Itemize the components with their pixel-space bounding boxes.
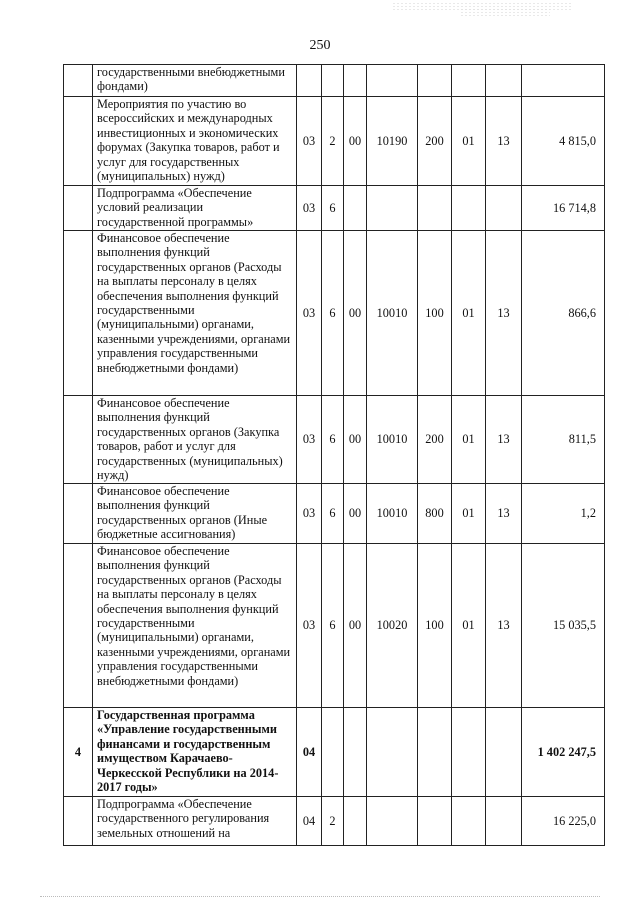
subprogram-code-cell: 2 xyxy=(322,797,344,846)
direction-code-cell: 10010 xyxy=(367,231,418,396)
row-number-cell xyxy=(64,65,93,97)
scan-noise-mark xyxy=(460,8,550,18)
expense-type-cell: 100 xyxy=(418,231,452,396)
row-number-cell xyxy=(64,186,93,231)
budget-table xyxy=(63,64,605,846)
table-row xyxy=(64,708,605,797)
page-number: 250 xyxy=(309,38,331,53)
row-number-cell xyxy=(64,97,93,186)
program-code-cell: 03 xyxy=(297,97,322,186)
section-cell: 01 xyxy=(452,396,486,484)
item-name-cell: Финансовое обеспечение выполнения функций государственных органов (Расходы на выплаты персоналу в целях обеспечения выполнения функций государственными (муниципальными) органами, казенными учреждениями, органами управления государственными внебюджетными фондами) xyxy=(93,231,297,396)
table-row xyxy=(64,797,605,846)
subprogram-code-cell: 6 xyxy=(322,544,344,708)
direction-code-cell: 10010 xyxy=(367,396,418,484)
main-event-code-cell: 00 xyxy=(344,544,367,708)
row-number-cell xyxy=(64,396,93,484)
subprogram-code-cell xyxy=(322,708,344,797)
direction-code-cell: 10190 xyxy=(367,97,418,186)
section-cell: 01 xyxy=(452,544,486,708)
subsection-cell xyxy=(486,708,522,797)
item-name-cell: Финансовое обеспечение выполнения функций государственных органов (Иные бюджетные ассигнования) xyxy=(93,484,297,544)
program-code-cell xyxy=(297,65,322,97)
main-event-code-cell xyxy=(344,65,367,97)
table-row xyxy=(64,186,605,231)
amount-cell: 1 402 247,5 xyxy=(522,708,605,797)
program-code-cell: 03 xyxy=(297,396,322,484)
item-name-cell: государственными внебюджетными фондами) xyxy=(93,65,297,97)
section-cell: 01 xyxy=(452,231,486,396)
subsection-cell: 13 xyxy=(486,396,522,484)
expense-type-cell: 100 xyxy=(418,544,452,708)
section-cell xyxy=(452,65,486,97)
expense-type-cell xyxy=(418,797,452,846)
main-event-code-cell xyxy=(344,708,367,797)
direction-code-cell: 10010 xyxy=(367,484,418,544)
row-number-cell xyxy=(64,797,93,846)
amount-cell: 15 035,5 xyxy=(522,544,605,708)
row-number-cell xyxy=(64,484,93,544)
page-bottom-rule xyxy=(40,896,600,897)
main-event-code-cell xyxy=(344,186,367,231)
section-cell: 01 xyxy=(452,97,486,186)
subsection-cell xyxy=(486,65,522,97)
program-code-cell: 04 xyxy=(297,708,322,797)
subsection-cell: 13 xyxy=(486,231,522,396)
table-body xyxy=(64,65,605,846)
row-number-cell: 4 xyxy=(64,708,93,797)
expense-type-cell: 800 xyxy=(418,484,452,544)
amount-cell: 1,2 xyxy=(522,484,605,544)
subprogram-code-cell: 6 xyxy=(322,186,344,231)
row-number-cell xyxy=(64,544,93,708)
item-name-cell: Подпрограмма «Обеспечение государственного регулирования земельных отношений на xyxy=(93,797,297,846)
item-name-cell: Финансовое обеспечение выполнения функций государственных органов (Закупка товаров, работ и услуг для государственных (муниципальных) нужд) xyxy=(93,396,297,484)
expense-type-cell xyxy=(418,186,452,231)
direction-code-cell xyxy=(367,708,418,797)
table-row xyxy=(64,484,605,544)
section-cell: 01 xyxy=(452,484,486,544)
section-cell xyxy=(452,708,486,797)
main-event-code-cell xyxy=(344,797,367,846)
direction-code-cell xyxy=(367,797,418,846)
subprogram-code-cell: 2 xyxy=(322,97,344,186)
program-code-cell: 04 xyxy=(297,797,322,846)
row-number-cell xyxy=(64,231,93,396)
expense-type-cell xyxy=(418,65,452,97)
amount-cell: 4 815,0 xyxy=(522,97,605,186)
subsection-cell: 13 xyxy=(486,97,522,186)
amount-cell: 16 714,8 xyxy=(522,186,605,231)
direction-code-cell xyxy=(367,186,418,231)
subsection-cell xyxy=(486,186,522,231)
direction-code-cell xyxy=(367,65,418,97)
program-code-cell: 03 xyxy=(297,544,322,708)
expense-type-cell xyxy=(418,708,452,797)
item-name-cell: Финансовое обеспечение выполнения функций государственных органов (Расходы на выплаты персоналу в целях обеспечения выполнения функций государственными (муниципальными) органами, казенными учреждениями, органами управления государственными внебюджетными фондами) xyxy=(93,544,297,708)
expense-type-cell: 200 xyxy=(418,396,452,484)
main-event-code-cell: 00 xyxy=(344,231,367,396)
item-name-cell: Подпрограмма «Обеспечение условий реализации государственной программы» xyxy=(93,186,297,231)
program-code-cell: 03 xyxy=(297,186,322,231)
table-row xyxy=(64,544,605,708)
direction-code-cell: 10020 xyxy=(367,544,418,708)
section-cell xyxy=(452,186,486,231)
program-code-cell: 03 xyxy=(297,484,322,544)
table-row xyxy=(64,65,605,97)
main-event-code-cell: 00 xyxy=(344,97,367,186)
main-event-code-cell: 00 xyxy=(344,484,367,544)
item-name-cell: Мероприятия по участию во всероссийских и международных инвестиционных и экономических форумах (Закупка товаров, работ и услуг для государственных (муниципальных) нужд) xyxy=(93,97,297,186)
subsection-cell: 13 xyxy=(486,544,522,708)
subprogram-code-cell: 6 xyxy=(322,396,344,484)
subprogram-code-cell xyxy=(322,65,344,97)
amount-cell: 16 225,0 xyxy=(522,797,605,846)
amount-cell xyxy=(522,65,605,97)
program-code-cell: 03 xyxy=(297,231,322,396)
main-event-code-cell: 00 xyxy=(344,396,367,484)
subsection-cell: 13 xyxy=(486,484,522,544)
expense-type-cell: 200 xyxy=(418,97,452,186)
subprogram-code-cell: 6 xyxy=(322,484,344,544)
item-name-cell: Государственная программа «Управление государственными финансами и государственным имуществом Карачаево-Черкесской Республики на 2014-2017 годы» xyxy=(93,708,297,797)
amount-cell: 811,5 xyxy=(522,396,605,484)
table-row xyxy=(64,97,605,186)
table-row xyxy=(64,396,605,484)
subsection-cell xyxy=(486,797,522,846)
subprogram-code-cell: 6 xyxy=(322,231,344,396)
table-row xyxy=(64,231,605,396)
section-cell xyxy=(452,797,486,846)
amount-cell: 866,6 xyxy=(522,231,605,396)
